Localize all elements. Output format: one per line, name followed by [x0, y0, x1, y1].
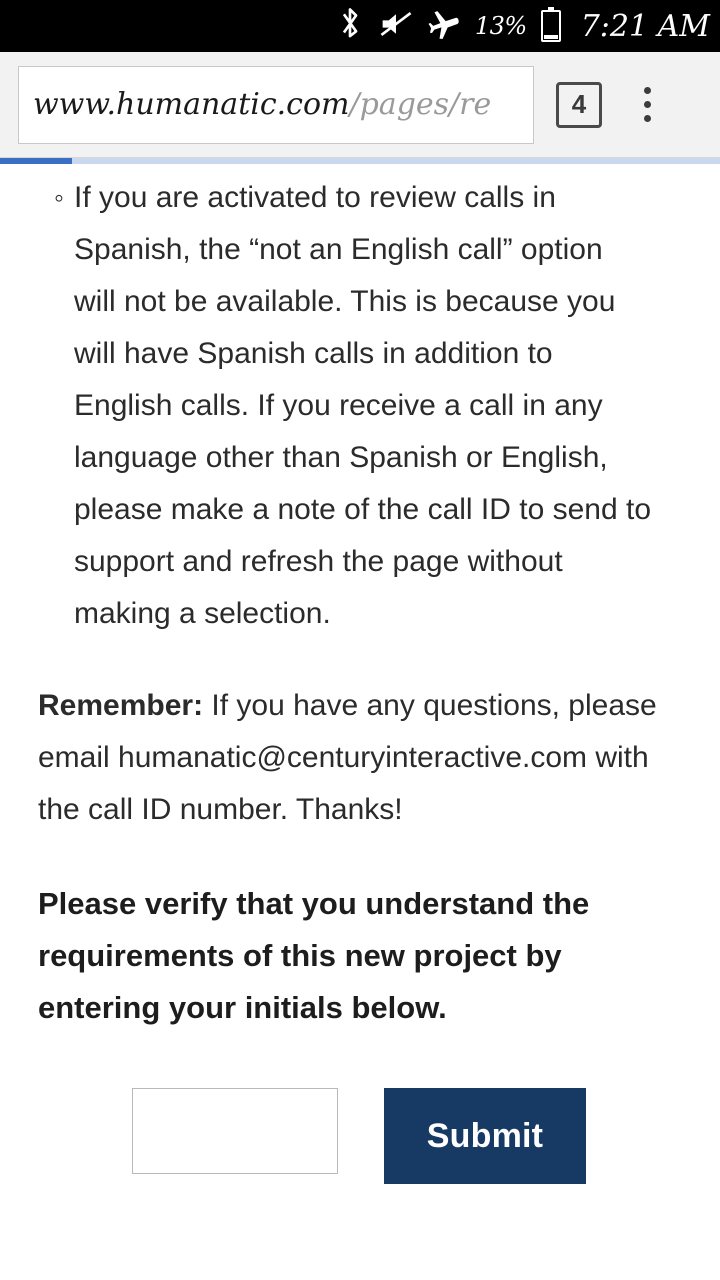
remember-text: If you have any questions, please email humanatic@centuryinteractive.com with the call ID number. Thanks! [38, 689, 657, 826]
page-load-progress [0, 158, 720, 164]
status-icon-group [335, 7, 710, 46]
tab-count-button[interactable]: 4 [556, 82, 602, 128]
remember-label: Remember: [38, 689, 204, 722]
bullet-list-item [38, 164, 682, 640]
url-path: /pages/re [349, 87, 492, 122]
page-load-progress-fill [0, 158, 72, 164]
url-text [33, 87, 491, 122]
status-clock: 7:21 AM [580, 8, 710, 44]
overflow-menu-icon[interactable] [622, 75, 672, 135]
page-content [0, 164, 720, 1280]
battery-percent-label: 13% [474, 12, 527, 40]
bullet-marker-icon: ◦ [54, 182, 64, 213]
initials-form [38, 1088, 682, 1184]
initials-input[interactable] [132, 1088, 338, 1174]
url-domain: www.humanatic.com [33, 87, 350, 122]
address-bar[interactable] [18, 66, 534, 144]
remember-paragraph [38, 680, 682, 836]
verify-instruction: Please verify that you understand the requirements of this new project by entering your initials below. [38, 886, 590, 1025]
airplane-mode-icon [427, 8, 461, 45]
battery-icon [541, 10, 561, 42]
status-bar [0, 0, 720, 52]
submit-button[interactable]: Submit [384, 1088, 586, 1184]
browser-toolbar [0, 52, 720, 158]
bluetooth-icon [335, 7, 365, 46]
bullet-item-text: If you are activated to review calls in Spanish, the “not an English call” option will not be available. This is because you will have Spanish calls in addition to English calls. If you receive a call in any language other than Spanish or English, please make a note of the call ID to send to support and refresh the page without making a selection. [74, 181, 652, 630]
mute-icon [379, 9, 413, 44]
